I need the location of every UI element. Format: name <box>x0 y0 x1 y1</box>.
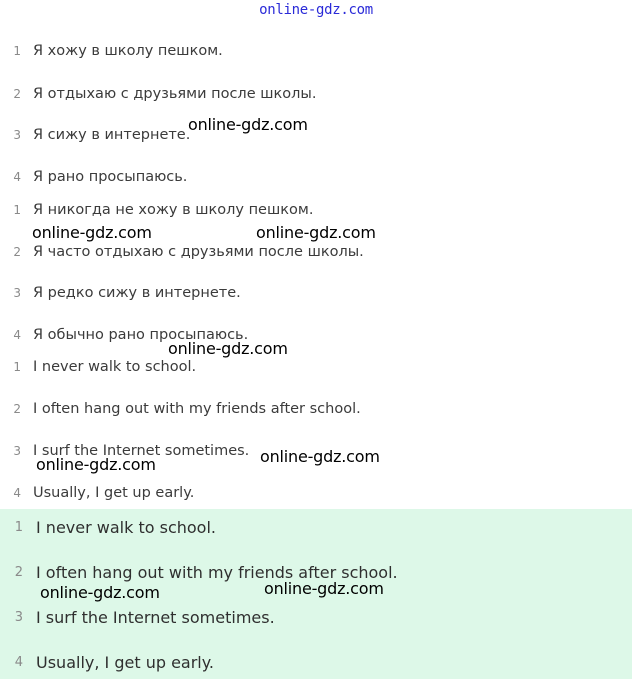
item-text: I surf the Internet sometimes. <box>36 607 275 627</box>
list-item <box>0 123 190 147</box>
item-number: 4 <box>13 486 21 500</box>
item-number: 3 <box>13 286 21 300</box>
item-text: Я рано просыпаюсь. <box>33 169 188 185</box>
list-item <box>0 82 316 106</box>
answer-item <box>0 605 275 629</box>
item-number: 3 <box>13 444 21 458</box>
item-number: 1 <box>13 360 21 374</box>
item-number: 1 <box>13 44 21 58</box>
item-text: Я отдыхаю с друзьями после школы. <box>33 86 317 102</box>
watermark: online-gdz.com <box>168 339 288 358</box>
item-text: Я часто отдыхаю с друзьями после школы. <box>33 244 364 260</box>
item-number: 4 <box>14 654 23 670</box>
watermark: online-gdz.com <box>264 579 384 598</box>
watermark: online-gdz.com <box>32 223 152 242</box>
list-item <box>0 355 196 379</box>
item-text: Я обычно рано просыпаюсь. <box>33 327 249 343</box>
list-item <box>0 281 241 305</box>
item-text: Я редко сижу в интернете. <box>33 285 241 301</box>
item-text: I often hang out with my friends after school. <box>33 401 361 417</box>
list-item <box>0 481 194 505</box>
item-text: I often hang out with my friends after school. <box>36 562 398 582</box>
watermark: online-gdz.com <box>188 115 308 134</box>
list-item <box>0 397 361 421</box>
item-number: 3 <box>14 609 23 625</box>
watermark: online-gdz.com <box>36 455 156 474</box>
item-text: I never walk to school. <box>33 359 197 375</box>
item-text: Я хожу в школу пешком. <box>33 43 223 59</box>
watermark: online-gdz.com <box>260 447 380 466</box>
watermark: online-gdz.com <box>256 223 376 242</box>
item-number: 2 <box>13 87 21 101</box>
list-item <box>0 39 223 63</box>
list-item <box>0 198 313 222</box>
item-text: Usually, I get up early. <box>33 485 195 501</box>
item-text: Usually, I get up early. <box>36 652 215 672</box>
item-number: 1 <box>13 203 21 217</box>
answer-item <box>0 515 216 539</box>
item-number: 2 <box>14 564 23 580</box>
item-number: 2 <box>13 402 21 416</box>
item-number: 3 <box>13 128 21 142</box>
item-text: I surf the Internet sometimes. <box>33 443 250 459</box>
item-text: I never walk to school. <box>36 517 216 537</box>
list-item <box>0 165 187 189</box>
item-number: 2 <box>13 245 21 259</box>
item-number: 4 <box>13 170 21 184</box>
list-item <box>0 240 364 264</box>
top-watermark: online-gdz.com <box>259 2 373 18</box>
watermark: online-gdz.com <box>40 583 160 602</box>
item-text: Я сижу в интернете. <box>33 127 191 143</box>
item-number: 1 <box>14 519 23 535</box>
answer-item <box>0 650 214 674</box>
item-text: Я никогда не хожу в школу пешком. <box>33 202 314 218</box>
item-number: 4 <box>13 328 21 342</box>
